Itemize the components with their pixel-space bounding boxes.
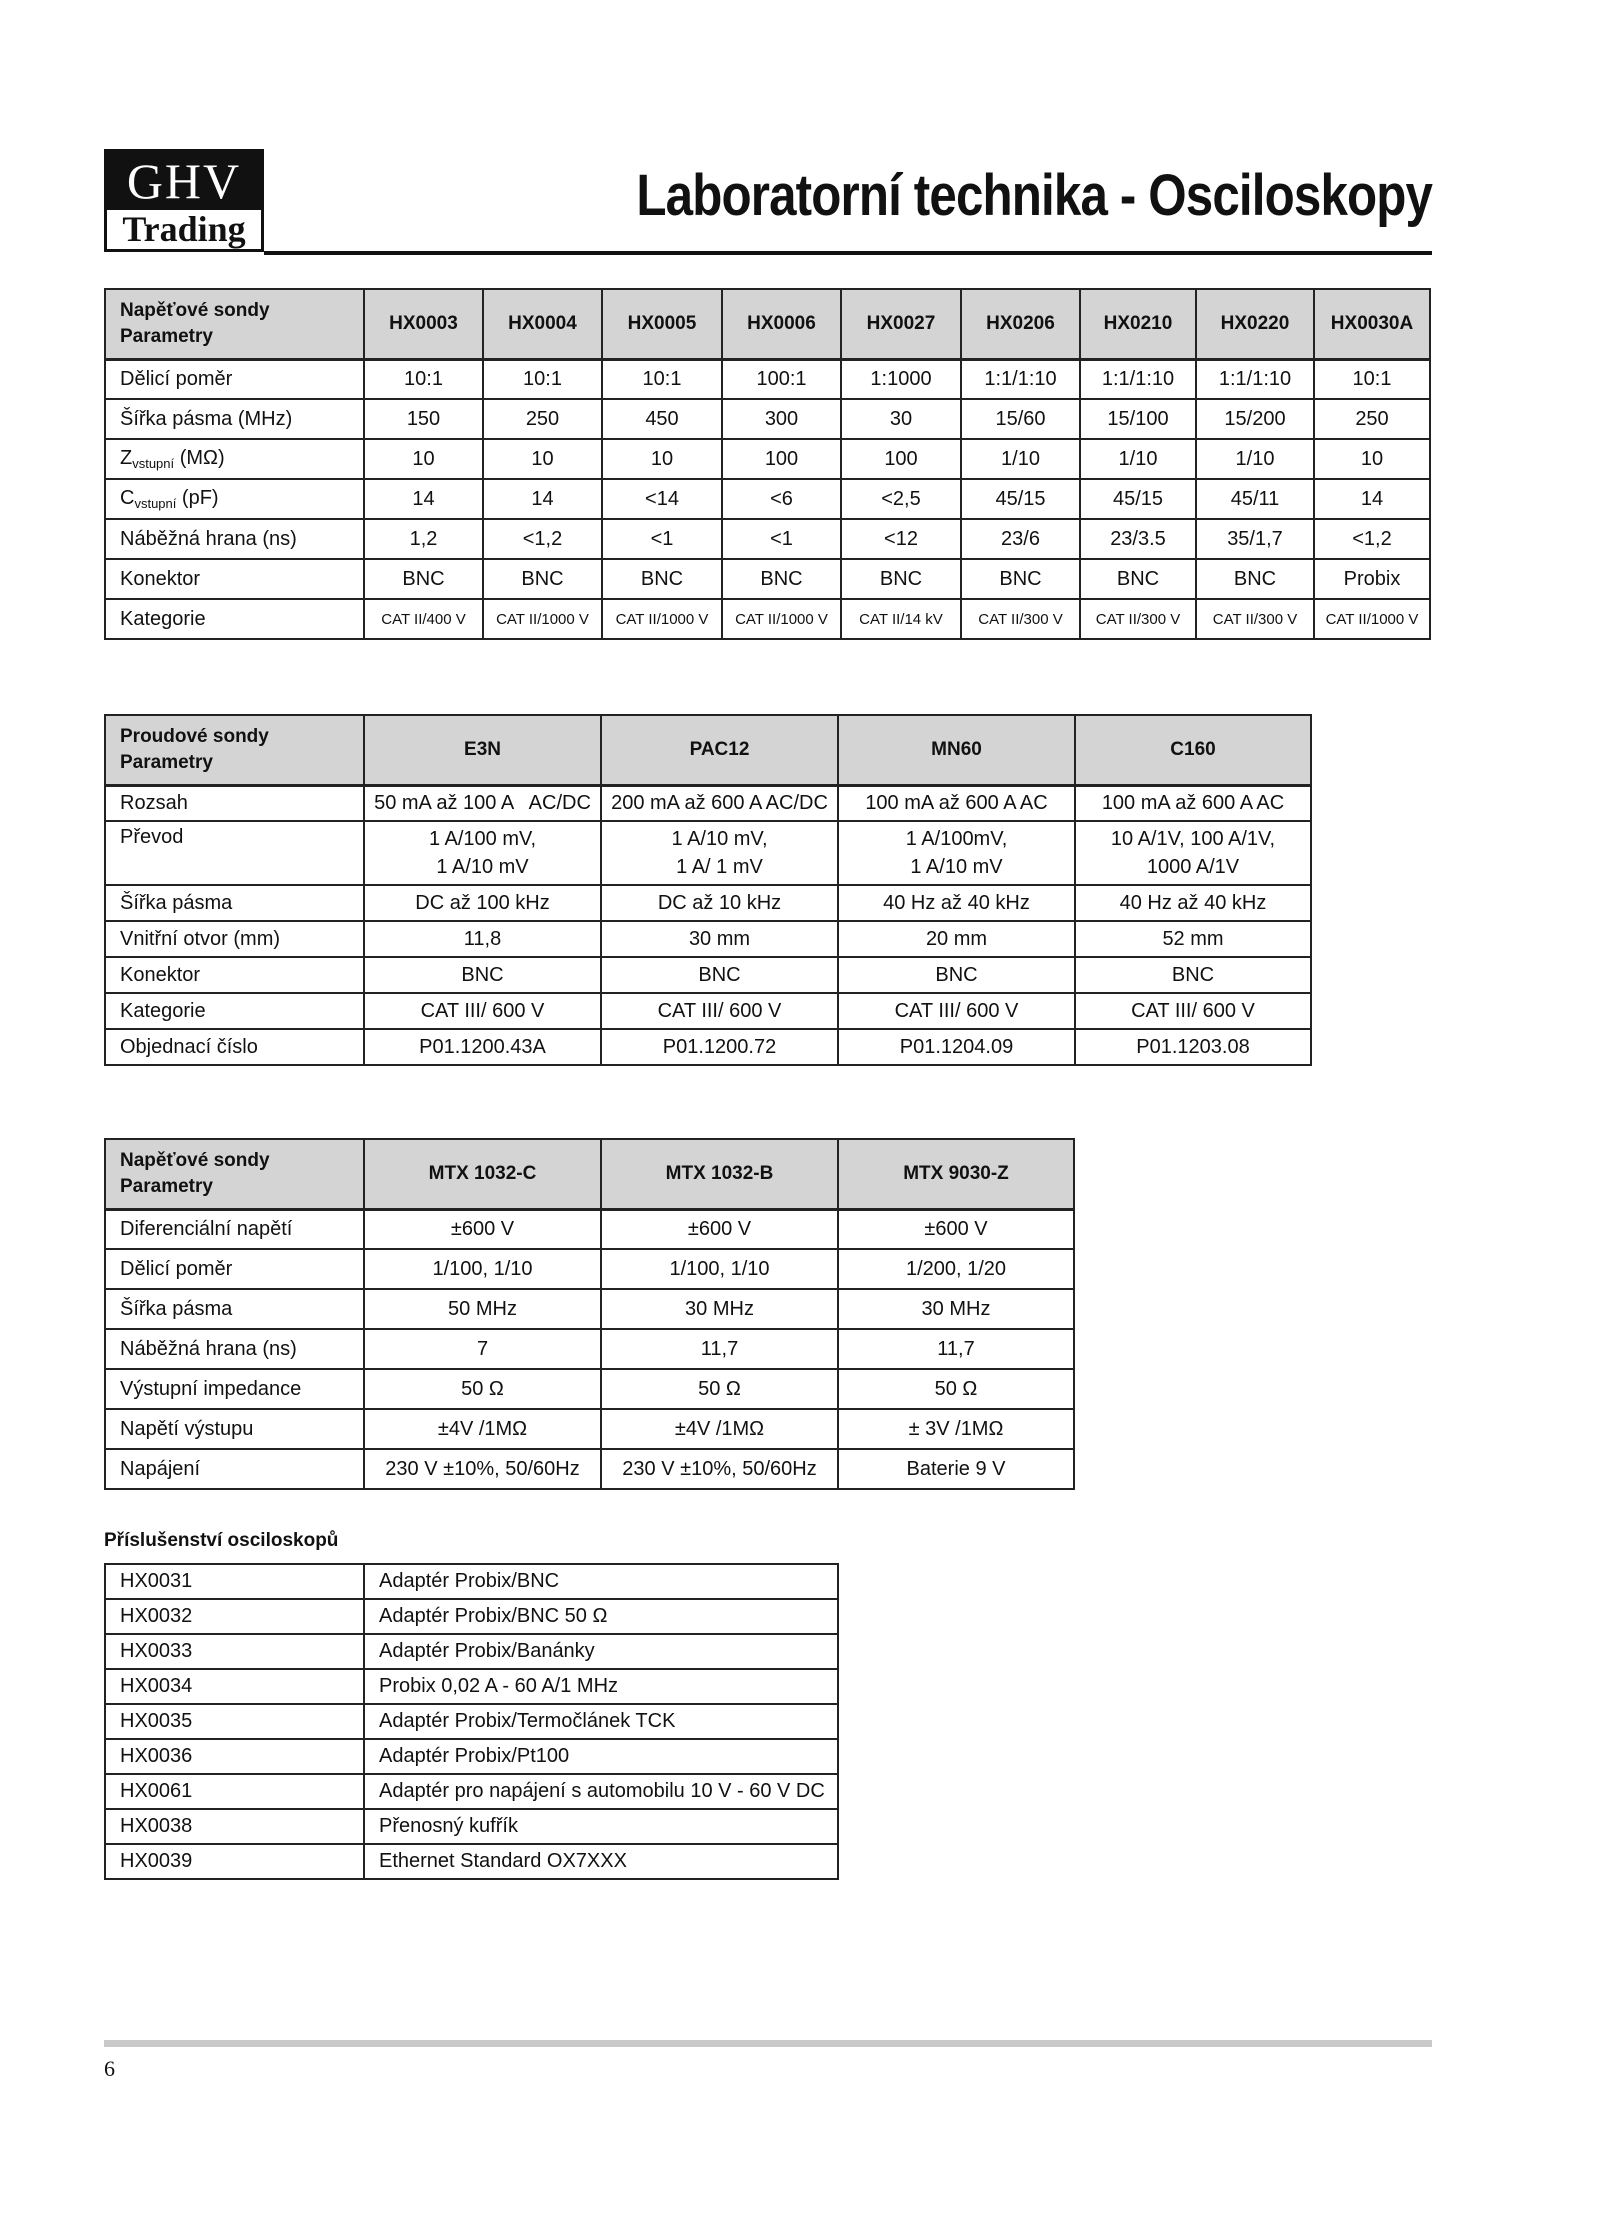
header-line-1: Napěťové sondy bbox=[120, 299, 270, 321]
table-cell: 50 Ω bbox=[364, 1369, 601, 1409]
table-cell: 10:1 bbox=[364, 359, 483, 399]
accessory-code: HX0032 bbox=[105, 1599, 364, 1634]
table-cell: <1,2 bbox=[1314, 519, 1430, 559]
table-cell: DC až 10 kHz bbox=[601, 885, 838, 921]
table-cell: CAT III/ 600 V bbox=[364, 993, 601, 1029]
table-cell: P01.1200.43A bbox=[364, 1029, 601, 1065]
table-cell: CAT II/14 kV bbox=[841, 599, 961, 639]
table-cell: 10:1 bbox=[483, 359, 602, 399]
table-cell: 30 MHz bbox=[838, 1289, 1074, 1329]
param-header-cell bbox=[105, 1139, 364, 1209]
table-cell: <2,5 bbox=[841, 479, 961, 519]
table-cell: CAT II/400 V bbox=[364, 599, 483, 639]
accessory-code: HX0034 bbox=[105, 1669, 364, 1704]
table-cell: 10:1 bbox=[602, 359, 722, 399]
row-label: Převod bbox=[105, 821, 364, 885]
row-label: Objednací číslo bbox=[105, 1029, 364, 1065]
table-cell: 30 MHz bbox=[601, 1289, 838, 1329]
table-row bbox=[105, 1369, 1074, 1409]
table-cell: 1/10 bbox=[1196, 439, 1314, 479]
table-cell: <6 bbox=[722, 479, 841, 519]
table-cell: 1:1/1:10 bbox=[961, 359, 1080, 399]
cell-line-1: 1 A/100 mV, bbox=[428, 828, 537, 850]
label-unit: (pF) bbox=[176, 487, 219, 509]
table-row bbox=[105, 1029, 1311, 1065]
table-cell: 14 bbox=[1314, 479, 1430, 519]
table-cell: ± 3V /1MΩ bbox=[838, 1409, 1074, 1449]
table-row bbox=[105, 1564, 838, 1599]
table-row bbox=[105, 1669, 838, 1704]
table-row bbox=[105, 1289, 1074, 1329]
table-cell: 10 bbox=[483, 439, 602, 479]
page-number: 6 bbox=[104, 2056, 115, 2081]
table-cell: 250 bbox=[1314, 399, 1430, 439]
row-label bbox=[105, 439, 364, 479]
table-row bbox=[105, 479, 1430, 519]
table-cell: 11,8 bbox=[364, 921, 601, 957]
table-cell: 52 mm bbox=[1075, 921, 1311, 957]
table-row bbox=[105, 519, 1430, 559]
table-cell: CAT II/300 V bbox=[961, 599, 1080, 639]
accessory-code: HX0036 bbox=[105, 1739, 364, 1774]
accessory-description: Probix 0,02 A - 60 A/1 MHz bbox=[364, 1669, 838, 1704]
model-header: HX0220 bbox=[1196, 289, 1314, 359]
table-cell bbox=[838, 821, 1075, 885]
logo-text-bottom: Trading bbox=[122, 209, 246, 249]
param-header-cell bbox=[105, 715, 364, 785]
table-cell: 200 mA až 600 A AC/DC bbox=[601, 785, 838, 821]
table-row bbox=[105, 1774, 838, 1809]
table-cell: 230 V ±10%, 50/60Hz bbox=[364, 1449, 601, 1489]
table-cell: 30 mm bbox=[601, 921, 838, 957]
accessory-description: Přenosný kufřík bbox=[364, 1809, 838, 1844]
title-divider bbox=[264, 251, 1432, 255]
cell-line-2: 1 A/ 1 mV bbox=[676, 856, 763, 878]
table-row bbox=[105, 599, 1430, 639]
logo-text-top: GHV bbox=[107, 152, 261, 210]
model-header: HX0206 bbox=[961, 289, 1080, 359]
table-cell: <1,2 bbox=[483, 519, 602, 559]
table-cell: P01.1203.08 bbox=[1075, 1029, 1311, 1065]
table-cell: 45/11 bbox=[1196, 479, 1314, 519]
row-label: Diferenciální napětí bbox=[105, 1209, 364, 1249]
table-cell: BNC bbox=[364, 559, 483, 599]
table-cell: 300 bbox=[722, 399, 841, 439]
table-cell: 10 bbox=[364, 439, 483, 479]
table-row bbox=[105, 785, 1311, 821]
table-cell: 100 mA až 600 A AC bbox=[1075, 785, 1311, 821]
table-cell: 14 bbox=[483, 479, 602, 519]
differential-probes-table bbox=[104, 1138, 1075, 1490]
model-header: HX0004 bbox=[483, 289, 602, 359]
table-row bbox=[105, 1449, 1074, 1489]
table-cell: BNC bbox=[601, 957, 838, 993]
accessory-code: HX0061 bbox=[105, 1774, 364, 1809]
table-row bbox=[105, 359, 1430, 399]
model-header: MN60 bbox=[838, 715, 1075, 785]
table-cell: 40 Hz až 40 kHz bbox=[1075, 885, 1311, 921]
table-cell: 23/3.5 bbox=[1080, 519, 1196, 559]
table-cell: 1/100, 1/10 bbox=[601, 1249, 838, 1289]
table-row bbox=[105, 1409, 1074, 1449]
table-cell: Probix bbox=[1314, 559, 1430, 599]
label-unit: (MΩ) bbox=[174, 447, 225, 469]
row-label bbox=[105, 479, 364, 519]
accessories-table bbox=[104, 1563, 839, 1880]
label-subscript: vstupní bbox=[132, 456, 175, 471]
table-row bbox=[105, 1209, 1074, 1249]
table-cell bbox=[601, 821, 838, 885]
page-title: Laboratorní technika - Osciloskopy bbox=[636, 163, 1432, 228]
cell-line-2: 1000 A/1V bbox=[1146, 856, 1240, 878]
row-label: Náběžná hrana (ns) bbox=[105, 519, 364, 559]
row-label: Konektor bbox=[105, 957, 364, 993]
model-header: HX0030A bbox=[1314, 289, 1430, 359]
table-cell: ±4V /1MΩ bbox=[364, 1409, 601, 1449]
table-cell: 50 MHz bbox=[364, 1289, 601, 1329]
footer-divider bbox=[104, 2040, 1432, 2047]
table-cell: <1 bbox=[602, 519, 722, 559]
table-header-row bbox=[105, 289, 1430, 359]
table-cell: BNC bbox=[961, 559, 1080, 599]
cell-line-2: 1 A/10 mV bbox=[910, 856, 1003, 878]
table-cell: CAT II/1000 V bbox=[602, 599, 722, 639]
table-cell: 23/6 bbox=[961, 519, 1080, 559]
table-row bbox=[105, 1634, 838, 1669]
table-cell: 11,7 bbox=[838, 1329, 1074, 1369]
model-header: MTX 1032-B bbox=[601, 1139, 838, 1209]
accessory-code: HX0038 bbox=[105, 1809, 364, 1844]
table-cell bbox=[1075, 821, 1311, 885]
table-cell: 50 Ω bbox=[838, 1369, 1074, 1409]
model-header: HX0027 bbox=[841, 289, 961, 359]
cell-line-2: 1 A/10 mV bbox=[436, 856, 529, 878]
table-cell: P01.1200.72 bbox=[601, 1029, 838, 1065]
model-header: MTX 9030-Z bbox=[838, 1139, 1074, 1209]
table-row bbox=[105, 1809, 838, 1844]
table-row bbox=[105, 1599, 838, 1634]
table-cell: CAT III/ 600 V bbox=[601, 993, 838, 1029]
table-cell: 230 V ±10%, 50/60Hz bbox=[601, 1449, 838, 1489]
table-cell: ±4V /1MΩ bbox=[601, 1409, 838, 1449]
cell-line-1: 10 A/1V, 100 A/1V, bbox=[1110, 828, 1276, 850]
header-line-2: Parametry bbox=[120, 325, 213, 347]
table-cell: 50 Ω bbox=[601, 1369, 838, 1409]
table-row bbox=[105, 1249, 1074, 1289]
model-header: PAC12 bbox=[601, 715, 838, 785]
table-cell: 100 mA až 600 A AC bbox=[838, 785, 1075, 821]
row-label: Kategorie bbox=[105, 599, 364, 639]
table-cell: 7 bbox=[364, 1329, 601, 1369]
table-cell bbox=[364, 821, 601, 885]
model-header: HX0005 bbox=[602, 289, 722, 359]
current-probes-table bbox=[104, 714, 1312, 1066]
model-header: C160 bbox=[1075, 715, 1311, 785]
row-label: Šířka pásma (MHz) bbox=[105, 399, 364, 439]
accessory-description: Adaptér Probix/BNC 50 Ω bbox=[364, 1599, 838, 1634]
table-cell: BNC bbox=[1080, 559, 1196, 599]
table-cell: 1:1000 bbox=[841, 359, 961, 399]
table-header-row bbox=[105, 715, 1311, 785]
row-label: Šířka pásma bbox=[105, 885, 364, 921]
table-cell: ±600 V bbox=[364, 1209, 601, 1249]
row-label: Šířka pásma bbox=[105, 1289, 364, 1329]
table-cell: 1/200, 1/20 bbox=[838, 1249, 1074, 1289]
table-row bbox=[105, 885, 1311, 921]
table-row bbox=[105, 821, 1311, 885]
label-main: C bbox=[120, 487, 135, 509]
model-header: HX0003 bbox=[364, 289, 483, 359]
param-header-cell bbox=[105, 289, 364, 359]
table-cell: BNC bbox=[838, 957, 1075, 993]
table-cell: 1/10 bbox=[1080, 439, 1196, 479]
table-cell: ±600 V bbox=[838, 1209, 1074, 1249]
table-row bbox=[105, 439, 1430, 479]
table-cell: 10:1 bbox=[1314, 359, 1430, 399]
header-line-1: Proudové sondy bbox=[120, 725, 269, 747]
accessory-description: Adaptér pro napájení s automobilu 10 V - 60 V DC bbox=[364, 1774, 838, 1809]
row-label: Rozsah bbox=[105, 785, 364, 821]
table-cell: 1:1/1:10 bbox=[1196, 359, 1314, 399]
table-row bbox=[105, 399, 1430, 439]
company-logo bbox=[104, 149, 264, 252]
table-cell: 450 bbox=[602, 399, 722, 439]
table-cell: CAT II/1000 V bbox=[722, 599, 841, 639]
accessory-description: Adaptér Probix/Banánky bbox=[364, 1634, 838, 1669]
table-cell: BNC bbox=[1075, 957, 1311, 993]
table-cell: 45/15 bbox=[961, 479, 1080, 519]
label-subscript: vstupní bbox=[134, 496, 177, 511]
table-row bbox=[105, 957, 1311, 993]
table-cell: 10 bbox=[1314, 439, 1430, 479]
row-label: Vnitřní otvor (mm) bbox=[105, 921, 364, 957]
table-cell: 1:1/1:10 bbox=[1080, 359, 1196, 399]
table-cell: CAT II/1000 V bbox=[483, 599, 602, 639]
model-header: HX0210 bbox=[1080, 289, 1196, 359]
row-label: Výstupní impedance bbox=[105, 1369, 364, 1409]
row-label: Konektor bbox=[105, 559, 364, 599]
table-cell: BNC bbox=[483, 559, 602, 599]
table-cell: CAT II/300 V bbox=[1080, 599, 1196, 639]
voltage-probes-table bbox=[104, 288, 1431, 640]
table-cell: <12 bbox=[841, 519, 961, 559]
table-cell: BNC bbox=[1196, 559, 1314, 599]
accessory-code: HX0031 bbox=[105, 1564, 364, 1599]
header-line-2: Parametry bbox=[120, 1175, 213, 1197]
table-row bbox=[105, 559, 1430, 599]
table-cell: 100 bbox=[841, 439, 961, 479]
table-cell: CAT II/1000 V bbox=[1314, 599, 1430, 639]
table-cell: CAT III/ 600 V bbox=[838, 993, 1075, 1029]
table-cell: 35/1,7 bbox=[1196, 519, 1314, 559]
header-line-2: Parametry bbox=[120, 751, 213, 773]
table-cell: 14 bbox=[364, 479, 483, 519]
cell-line-1: 1 A/100mV, bbox=[905, 828, 1008, 850]
header-line-1: Napěťové sondy bbox=[120, 1149, 270, 1171]
table-row bbox=[105, 1329, 1074, 1369]
table-cell: 150 bbox=[364, 399, 483, 439]
table-cell: CAT III/ 600 V bbox=[1075, 993, 1311, 1029]
accessory-code: HX0035 bbox=[105, 1704, 364, 1739]
table-cell: 30 bbox=[841, 399, 961, 439]
row-label: Dělicí poměr bbox=[105, 359, 364, 399]
table-cell: 11,7 bbox=[601, 1329, 838, 1369]
table-cell: 45/15 bbox=[1080, 479, 1196, 519]
table-cell: 40 Hz až 40 kHz bbox=[838, 885, 1075, 921]
table-header-row bbox=[105, 1139, 1074, 1209]
table-cell: 1,2 bbox=[364, 519, 483, 559]
table-row bbox=[105, 1739, 838, 1774]
table-cell: <1 bbox=[722, 519, 841, 559]
accessory-description: Adaptér Probix/Termočlánek TCK bbox=[364, 1704, 838, 1739]
table-cell: 50 mA až 100 A AC/DC bbox=[364, 785, 601, 821]
label-main: Z bbox=[120, 447, 133, 469]
table-cell: DC až 100 kHz bbox=[364, 885, 601, 921]
table-cell: BNC bbox=[722, 559, 841, 599]
accessory-code: HX0033 bbox=[105, 1634, 364, 1669]
accessories-title: Příslušenství osciloskopů bbox=[104, 1530, 339, 1551]
table-row bbox=[105, 1844, 838, 1879]
model-header: MTX 1032-C bbox=[364, 1139, 601, 1209]
table-cell: BNC bbox=[364, 957, 601, 993]
table-row bbox=[105, 1704, 838, 1739]
table-row bbox=[105, 993, 1311, 1029]
table-cell: 15/60 bbox=[961, 399, 1080, 439]
table-row bbox=[105, 921, 1311, 957]
table-cell: 15/100 bbox=[1080, 399, 1196, 439]
table-cell: 100 bbox=[722, 439, 841, 479]
cell-line-1: 1 A/10 mV, bbox=[671, 828, 768, 850]
model-header: E3N bbox=[364, 715, 601, 785]
table-cell: BNC bbox=[841, 559, 961, 599]
accessory-code: HX0039 bbox=[105, 1844, 364, 1879]
accessory-description: Adaptér Probix/Pt100 bbox=[364, 1739, 838, 1774]
table-cell: BNC bbox=[602, 559, 722, 599]
row-label: Napájení bbox=[105, 1449, 364, 1489]
table-cell: P01.1204.09 bbox=[838, 1029, 1075, 1065]
table-cell: 100:1 bbox=[722, 359, 841, 399]
accessory-description: Adaptér Probix/BNC bbox=[364, 1564, 838, 1599]
table-cell: Baterie 9 V bbox=[838, 1449, 1074, 1489]
row-label: Náběžná hrana (ns) bbox=[105, 1329, 364, 1369]
table-cell: 1/10 bbox=[961, 439, 1080, 479]
table-cell: CAT II/300 V bbox=[1196, 599, 1314, 639]
table-cell: ±600 V bbox=[601, 1209, 838, 1249]
table-cell: <14 bbox=[602, 479, 722, 519]
row-label: Napětí výstupu bbox=[105, 1409, 364, 1449]
table-cell: 15/200 bbox=[1196, 399, 1314, 439]
table-cell: 250 bbox=[483, 399, 602, 439]
row-label: Dělicí poměr bbox=[105, 1249, 364, 1289]
table-cell: 20 mm bbox=[838, 921, 1075, 957]
model-header: HX0006 bbox=[722, 289, 841, 359]
accessory-description: Ethernet Standard OX7XXX bbox=[364, 1844, 838, 1879]
table-cell: 1/100, 1/10 bbox=[364, 1249, 601, 1289]
table-cell: 10 bbox=[602, 439, 722, 479]
row-label: Kategorie bbox=[105, 993, 364, 1029]
